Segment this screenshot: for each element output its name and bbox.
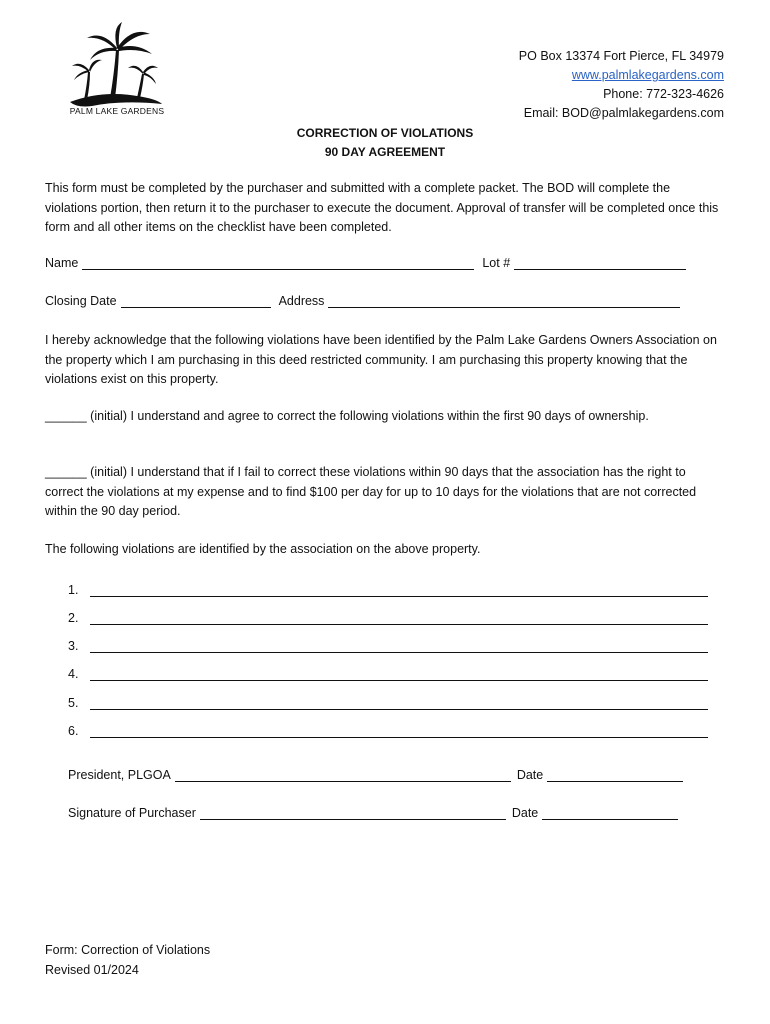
footer (45, 940, 210, 980)
violation-field[interactable] (90, 667, 708, 681)
violations-intro: The following violations are identified by the association on the above property. (45, 542, 481, 556)
closing-date-label: Closing Date (45, 294, 117, 308)
purchaser-date-label: Date (511, 806, 539, 820)
logo-text: PALM LAKE GARDENS (69, 106, 165, 116)
purchaser-label: Signature of Purchaser (68, 806, 196, 820)
name-lot-row (45, 256, 686, 270)
name-label: Name (45, 256, 79, 270)
mailing-address: PO Box 13374 Fort Pierce, FL 34979 (518, 49, 724, 63)
violation-field[interactable] (90, 583, 708, 597)
document-title (0, 124, 770, 162)
violation-row (68, 607, 708, 625)
violation-number: 5. (68, 696, 79, 710)
violation-number: 2. (68, 611, 79, 625)
website-link[interactable]: www.palmlakegardens.com (571, 68, 724, 82)
violation-number: 4. (68, 667, 79, 681)
violation-field[interactable] (90, 639, 708, 653)
lot-field[interactable] (514, 256, 686, 270)
purchaser-signature-row (68, 806, 678, 820)
intro-paragraph: This form must be completed by the purchaser and submitted with a complete packet. The BOD will complete the violations portion, then return it to the purchaser to execute the document. Approval of transfer will be completed once this form and all other items on the checklist have been completed. (45, 181, 719, 234)
phone-number: Phone: 772-323-4626 (603, 87, 724, 101)
palm-tree-logo-icon (62, 20, 172, 120)
email-address: Email: BOD@palmlakegardens.com (523, 106, 724, 120)
violation-field[interactable] (90, 696, 708, 710)
violation-field[interactable] (90, 724, 708, 738)
president-signature-row (68, 768, 683, 782)
purchaser-signature-field[interactable] (200, 806, 506, 820)
president-date-label: Date (516, 768, 544, 782)
violation-row (68, 635, 708, 653)
name-field[interactable] (82, 256, 474, 270)
revision-date: Revised 01/2024 (45, 963, 139, 977)
closing-date-field[interactable] (121, 294, 271, 308)
president-signature-field[interactable] (175, 768, 511, 782)
violation-field[interactable] (90, 611, 708, 625)
president-date-field[interactable] (547, 768, 683, 782)
violation-row (68, 663, 708, 681)
closing-address-row (45, 294, 680, 308)
violation-row (68, 720, 708, 738)
violation-number: 1. (68, 583, 79, 597)
violation-row (68, 692, 708, 710)
title-line-1: CORRECTION OF VIOLATIONS (296, 126, 474, 140)
address-label: Address (278, 294, 325, 308)
address-field[interactable] (328, 294, 680, 308)
violation-number: 6. (68, 724, 79, 738)
lot-label: Lot # (482, 256, 511, 270)
form-name: Form: Correction of Violations (45, 943, 211, 957)
contact-block (519, 47, 724, 123)
violation-row (68, 579, 708, 597)
acknowledgement-paragraph: I hereby acknowledge that the following violations have been identified by the Palm Lake Gardens Owners Association on the property which I am purchasing in this deed restricted community. I am purchasing this property knowing that the violations exist on this property. (45, 333, 717, 386)
violation-number: 3. (68, 639, 79, 653)
initial-agreement-2: ______ (initial) I understand that if I fail to correct these violations within 90 days that the association has the right to correct the violations at my expense and to find $100 per day for up to 10 days for the violations that are not corrected within the 90 day period. (45, 465, 697, 518)
title-line-2: 90 DAY AGREEMENT (324, 145, 446, 159)
president-label: President, PLGOA (68, 768, 171, 782)
initial-agreement-1: ______ (initial) I understand and agree to correct the following violations within the first 90 days of ownership. (45, 409, 649, 423)
purchaser-date-field[interactable] (542, 806, 678, 820)
